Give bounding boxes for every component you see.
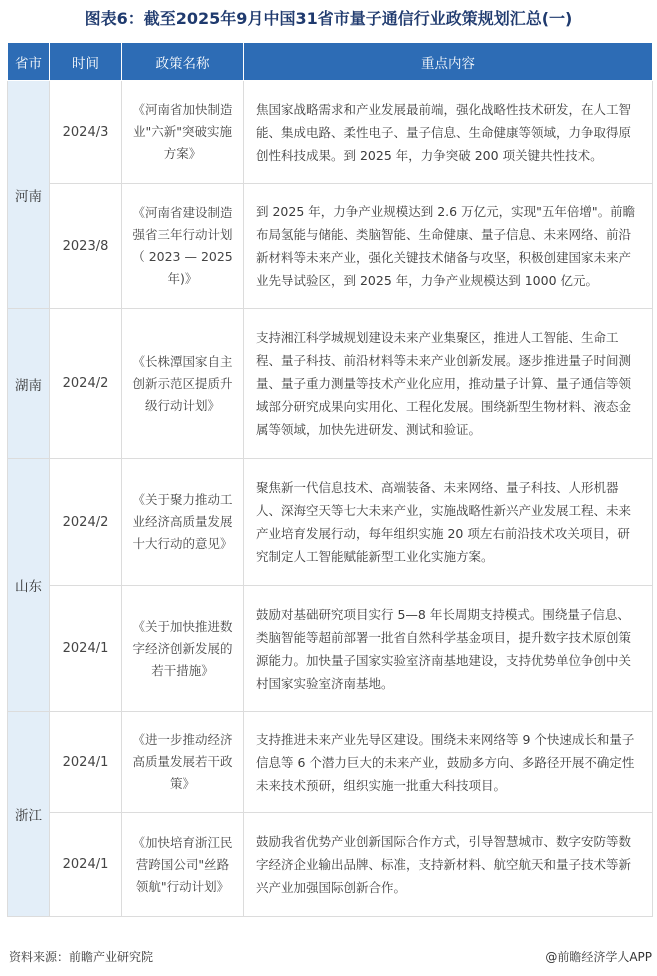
- province-cell: 河南: [8, 81, 50, 309]
- source-note: 资料来源：前瞻产业研究院: [9, 950, 154, 964]
- time-cell: 2024/2: [50, 459, 122, 586]
- time-cell: 2024/2: [50, 309, 122, 459]
- header-content: 重点内容: [244, 43, 653, 81]
- time-cell: 2024/3: [50, 81, 122, 184]
- table-row: [8, 184, 653, 309]
- header-time: 时间: [50, 43, 122, 81]
- table-header-row: [8, 43, 653, 81]
- policy-name-cell: 《关于加快推进数字经济创新发展的若干措施》: [122, 586, 244, 712]
- table-row: [8, 712, 653, 813]
- policy-name-cell: 《长株潭国家自主创新示范区提质升级行动计划》: [122, 309, 244, 459]
- header-policy-name: 政策名称: [122, 43, 244, 81]
- policy-name-cell: 《关于聚力推动工业经济高质量发展十大行动的意见》: [122, 459, 244, 586]
- content-cell: 到 2025 年，力争产业规模达到 2.6 万亿元，实现"五年倍增"。前瞻布局氢能与储能、类脑智能、生命健康、量子信息、未来网络、前沿新材料等未来产业，强化关键技术储备与攻坚，积极创建国家未来产业先导试验区，到 2025 年，力争产业规模达到 1000 亿元。: [244, 184, 653, 309]
- province-cell: 湖南: [8, 309, 50, 459]
- time-cell: 2024/1: [50, 712, 122, 813]
- content-cell: 焦国家战略需求和产业发展最前端，强化战略性技术研发，在人工智能、集成电路、柔性电子、量子信息、生命健康等领域，力争取得原创性科技成果。到 2025 年，力争突破 200 项关键共性技术。: [244, 81, 653, 184]
- policy-name-cell: 《加快培育浙江民营跨国公司"丝路领航"行动计划》: [122, 813, 244, 917]
- brand-credit: @前瞻经济学人APP: [545, 950, 652, 964]
- table-row: [8, 309, 653, 459]
- content-cell: 支持湘江科学城规划建设未来产业集聚区，推进人工智能、生命工程、量子科技、前沿材料等未来产业创新发展。逐步推进量子时间测量、量子重力测量等技术产业化应用，推动量子计算、量子通信等领域部分研究成果向实用化、工程化发展。围绕新型生物材料、液态金属等领域，加快先进研发、测试和验证。: [244, 309, 653, 459]
- province-cell: 山东: [8, 459, 50, 712]
- table-row: [8, 586, 653, 712]
- content-cell: 聚焦新一代信息技术、高端装备、未来网络、量子科技、人形机器人、深海空天等七大未来产业，实施战略性新兴产业发展工程、未来产业培育发展行动，每年组织实施 20 项左右前沿技术攻关项目，研究制定人工智能赋能新型工业化实施方案。: [244, 459, 653, 586]
- time-cell: 2023/8: [50, 184, 122, 309]
- policy-table: [7, 42, 653, 917]
- table-row: [8, 813, 653, 917]
- time-cell: 2024/1: [50, 586, 122, 712]
- table-row: [8, 81, 653, 184]
- policy-name-cell: 《河南省加快制造业"六新"突破实施方案》: [122, 81, 244, 184]
- content-cell: 支持推进未来产业先导区建设。围绕未来网络等 9 个快速成长和量子信息等 6 个潜力巨大的未来产业，鼓励多方向、多路径开展不确定性未来技术预研，组织实施一批重大科技项目。: [244, 712, 653, 813]
- policy-name-cell: 《河南省建设制造强省三年行动计划（ 2023 — 2025 年)》: [122, 184, 244, 309]
- policy-name-cell: 《进一步推动经济高质量发展若干政策》: [122, 712, 244, 813]
- time-cell: 2024/1: [50, 813, 122, 917]
- table-row: [8, 459, 653, 586]
- page-title: 图表6：截至2025年9月中国31省市量子通信行业政策规划汇总(一): [84, 9, 573, 28]
- header-province: 省市: [8, 43, 50, 81]
- content-cell: 鼓励对基础研究项目实行 5—8 年长周期支持模式。围绕量子信息、类脑智能等超前部署一批省自然科学基金项目，提升数字技术原创策源能力。加快量子国家实验室济南基地建设，支持优势单位争创中关村国家实验室济南基地。: [244, 586, 653, 712]
- footer: [9, 948, 652, 966]
- content-cell: 鼓励我省优势产业创新国际合作方式，引导智慧城市、数字安防等数字经济企业输出品牌、标准，支持新材料、航空航天和量子技术等新兴产业加强国际创新合作。: [244, 813, 653, 917]
- province-cell: 浙江: [8, 712, 50, 917]
